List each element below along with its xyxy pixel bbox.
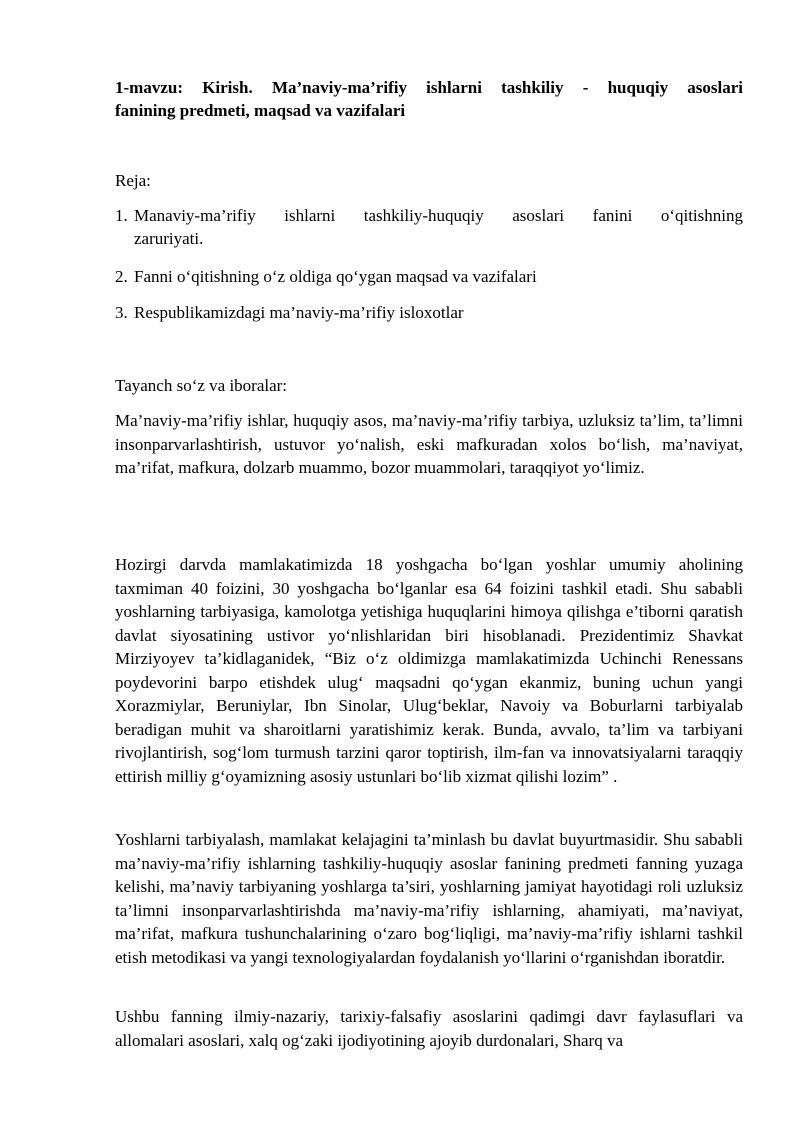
document-title [115,76,743,122]
body-paragraph: Ushbu fanning ilmiy-nazariy, tarixiy-falsafiy asoslarini qadimgi davr faylasuflari va allomalari asoslari, xalq og‘zaki ijodiyotining ajoyib durdonalari, Sharq va [115,1007,743,1050]
plan-label: Reja: [115,171,151,190]
keywords-text: Ma’naviy-ma’rifiy ishlar, huquqiy asos, ma’naviy-ma’rifiy tarbiya, uzluksiz ta’lim, ta’limni insonparvarlashtirish, ustuvor yo‘nalish, eski mafkuradan xolos bo‘lish, ma’naviyat, ma’rifat, mafkura, dolzarb muammo, bozor muammolari, taraqqiyot yo‘limiz. [115,411,743,477]
keywords-label: Tayanch so‘z va iboralar: [115,376,288,395]
body-paragraph: Yoshlarni tarbiyalash, mamlakat kelajagini ta’minlash bu davlat buyurtmasidir. Shu sababli ma’naviy-ma’rifiy ishlarning tashkiliy-huquqiy asoslar fanining predmeti fanning yuzaga kelishi, ma’naviy tarbiyaning yoshlarga ta’siri, yoshlarning jamiyat hayotidagi roli uzluksiz ta’limni insonparvarlashtirishda ma’naviy-ma’rifiy ishlarning, ahamiyati, ma’naviyat, ma’rifat, mafkura tushunchalarining o‘zaro bog‘liqligi, ma’naviy-ma’rifiy ishlarni tashkil etish metodikasi va yangi texnologiyalardan foydalanish yo‘llarini o‘rganishdan iboratdir. [115,830,743,967]
plan-item-number: 3. [115,303,128,322]
plan-item-text: Manaviy-ma’rifiy ishlarni tashkiliy-huquqiy asoslari fanini o‘qitishning zaruriyati. [134,206,743,248]
title-line-1: 1-mavzu: Kirish. Ma’naviy-ma’rifiy ishlarni tashkiliy - huquqiy asoslari [115,78,743,97]
plan-item-text: Respublikamizdagi ma’naviy-ma’rifiy isloxotlar [134,303,464,322]
plan-item [115,265,743,288]
title-line-2: fanining predmeti, maqsad va vazifalari [115,101,406,120]
plan-item [115,204,743,250]
plan-item-number: 1. [115,206,128,225]
plan-item [115,301,743,324]
plan-item-number: 2. [115,267,128,286]
body-paragraph: Hozirgi darvda mamlakatimizda 18 yoshgacha bo‘lgan yoshlar umumiy aholining taxmiman 40 foizini, 30 yoshgacha bo‘lganlar esa 64 foizini tashkil etadi. Shu sababli yoshlarning tarbiyasiga, kamolotga yetishiga huquqlarini himoya qilishga e’tiborni qaratish davlat siyosatining ustivor yo‘nlishlaridan biri hisoblanadi. Prezidentimiz Shavkat Mirziyoyev ta’kidlaganidek, “Biz o‘z oldimizga mamlakatimizda Uchinchi Renessans poydevorini barpo etishdek ulug‘ maqsadni qo‘ygan ekanmiz, buning uchun yangi Xorazmiylar, Beruniylar, Ibn Sinolar, Ulug‘beklar, Navoiy va Boburlarni tarbiyalab beradigan muhit va sharoitlarni yaratishimiz kerak. Bunda, avvalo, ta’lim va tarbiyani rivojlantirish, sog‘lom turmush tarzini qaror toptirish, ilm-fan va innovatsiyalarni taraqqiy ettirish milliy g‘oyamizning asosiy ustunlari bo‘lib xizmat qilishi lozim” . [115,555,743,786]
plan-item-text: Fanni o‘qitishning o‘z oldiga qo‘ygan maqsad va vazifalari [134,267,537,286]
